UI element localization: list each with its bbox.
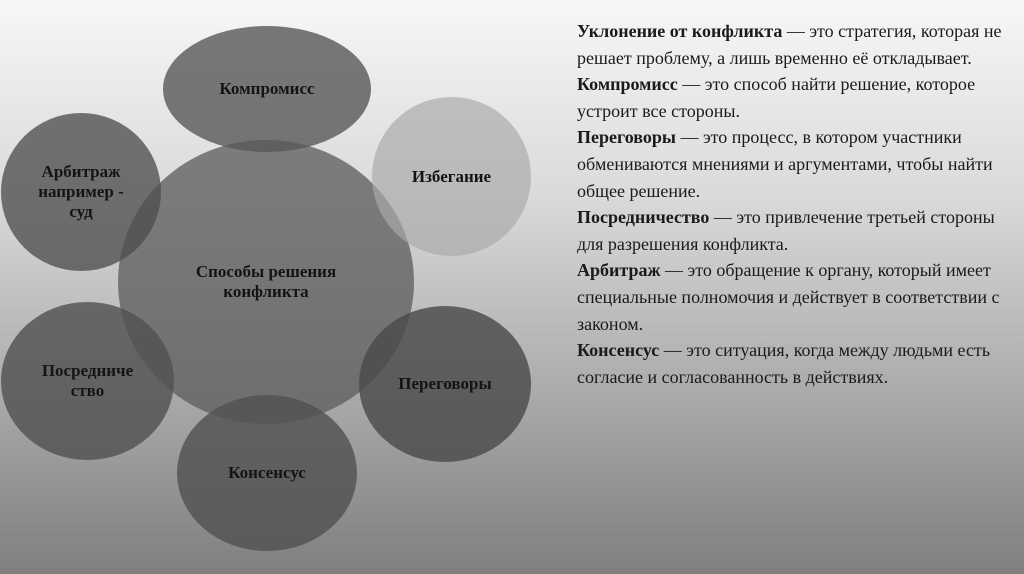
definition-body: — это способ найти решение, которое устроит все стороны. [577,74,976,121]
center-label: Способы решения конфликта [195,262,337,301]
circle-avoidance [372,97,531,256]
circle-negotiations [359,306,531,462]
definition-body: — это ситуация, когда между людьми есть согласие и согласованность в действиях. [577,340,991,387]
negotiations-label: Переговоры [398,374,492,393]
definition-mediation [577,204,1002,257]
arbitration-label: Арбитраж например - суд [38,162,124,221]
definition-body: — это процесс, в котором участники обмениваются мнениями и аргументами, чтобы найти общее решение. [577,127,993,201]
definition-compromise [577,71,1002,124]
circle-arbitration [1,113,161,271]
mediation-label: Посредниче ство [41,361,134,400]
definition-term: Компромисс [577,74,678,95]
definition-term: Арбитраж [577,260,661,281]
definition-negotiations [577,124,1002,204]
compromise-label: Компромисс [219,79,315,98]
definition-term: Консенсус [577,340,660,361]
definition-term: Посредничество [577,207,710,228]
definition-body: — это привлечение третьей стороны для разрешения конфликта. [577,207,995,254]
definition-term: Уклонение от конфликта [577,21,783,41]
avoidance-label: Избегание [411,166,492,186]
definition-term: Переговоры [577,127,676,148]
circle-mediation [1,302,174,460]
circle-compromise [163,26,371,152]
definition-body: — это обращение к органу, который имеет специальные полномочия и действует в соответствии с законом. [577,260,1000,334]
definition-arbitration [577,257,1002,337]
consensus-label: Консенсус [228,463,306,482]
circle-consensus [177,395,357,551]
definition-consensus [577,337,1002,390]
definitions-text [577,18,1002,390]
definition-body: — это стратегия, которая не решает проблему, а лишь временно её откладывает. [577,21,1002,68]
definition-avoidance [577,18,1002,71]
